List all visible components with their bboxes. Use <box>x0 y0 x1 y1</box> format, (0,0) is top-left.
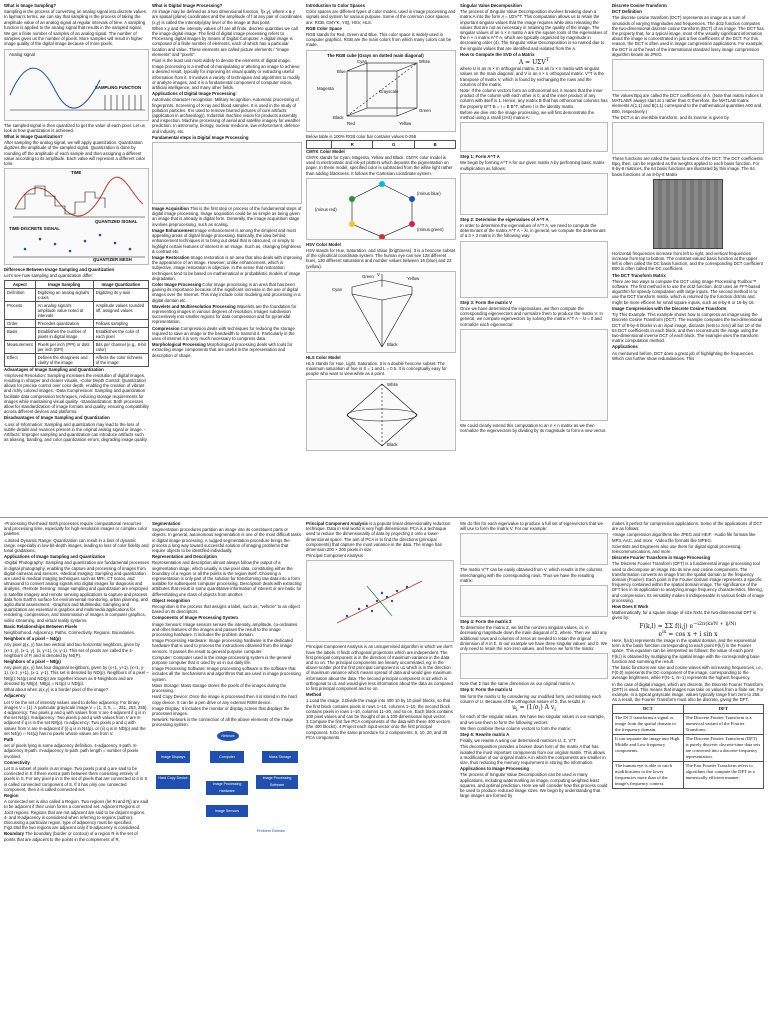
table-header-cell: DFT <box>683 704 763 713</box>
cube-label-white: White <box>419 58 430 64</box>
r2c4-p1: makes it perfect for compression applications. Some of the applications of DCT are as follows: <box>612 521 763 532</box>
step-item <box>152 282 302 303</box>
table-header-cell: G <box>373 140 415 148</box>
col-pixel-relationships <box>4 521 149 1021</box>
cube-label-grayscale: Grayscale <box>379 88 399 94</box>
rgb-cube-figure <box>306 50 456 132</box>
table-cell: Digitizing its y-axis <box>93 288 148 301</box>
pca-step5c: We then combine these column vectors to form the matrix: <box>460 725 571 731</box>
svd-matrix-figure <box>460 122 608 152</box>
dct-matrix-title: The DCT Transform Matrix <box>612 272 666 278</box>
pca-app-text: The process of Singular Value Decomposition can be used in many applications, including watermarking an image, computing weighted least squares, and optimal prediction. Here we will consider how this process could be used to produce reduced image sizes. We begin by understanding that large images are formed by <box>460 772 608 799</box>
hls-cone-figure <box>306 379 456 451</box>
dct-p4: These functions are called the basis functions of the DCT. The DCT coefficients Bpq, then, can be regarded as the weights applied to each basis function. For 8-by-8 matrices, the 64 basis functions are illustrated by this image. The 64 basis functions of an 8-by-8 Matrix <box>612 156 763 177</box>
n8-title: Neighbors of a pixel – N8(p) <box>4 659 61 665</box>
rgb-cube-title: The RGB cube (Grays on dotted main diagonal) <box>327 52 424 58</box>
component-item: Image Processing Software: Image processing software is the software that includes all the mechanisms and algorithms that are used in image processing system. <box>152 666 301 682</box>
r2c4-p2: Scientists and Engineers also use them for digital signal processing, telecommunications, and more. <box>612 543 742 555</box>
table-row <box>613 734 764 761</box>
dft-p5: In the case of digital images, which are discrete, the Discrete Fourier Transform (DFT) is used. This means that images now take on values from a finite set. For example, in a typical grayscale image, values typically range from zero to 255. As a result, the Fourier Transform must also be discrete, giving the DFT. <box>612 681 764 703</box>
svd-step4-text: We could clearly extend this computation to an n × n matrix as we then normalize the eigenvectors by dividing by its magnitude to form a new vector. <box>460 422 607 433</box>
table-cell: The DCT transforms a signal or image from the spatial domain to the frequency domain. <box>613 713 684 734</box>
rgb-text: RGB stands for Red, Green and Blue. This color space is widely used in computer graphics. RGB are the main colors from which many colors can be made. <box>306 32 452 48</box>
table-cell: Pixels per inch (PPI) or dots per inch (DPI) <box>35 340 93 353</box>
step-text: Image restoration is an area that also deals with improving the appearance of an image. However, unlike enhancement, which is subjective, image restoration is objective, in the sense that restoration techniques tend to be based on mathematical or probabilistic models of image degradation. <box>152 254 302 281</box>
dct-dft-table <box>612 704 764 789</box>
pca-p5: Principal Component Analysis is an unsupervised algorithm in which we don't have the labels. It finds orthogonal projections which are independent. The first principal component is in the direction of maximum variance in the data and so on. The principal components are linearly uncorrelated, eg: in the above scatter plot the first principal component is u1 which is in the direction of maximum variance which means spread of data and would give maximum information about the data. The second principal component is u2 which is orthogonal to u1 and would give less information about the data as compared to first principal component and so on. <box>306 644 453 692</box>
border-question: What about when p(x,y) is a border pixel of the image? <box>4 687 109 693</box>
table-header-cell: Image Quantization <box>93 280 148 288</box>
object-recognition-title: Object recognition <box>152 597 190 603</box>
pca-ui-formula: $u_i = (1/\sigma_i)$ A $v_i$ <box>512 704 556 714</box>
dft-formula: F(k,l) = ΣΣ f(i,j) $e^{-i2\pi(ki/N + lj/N)}$ <box>639 620 737 630</box>
connectivity-text: Let S a subset of pixels in an image. Two pixels p and q are said to be connected in S if there exist a path between them consisting entirely of pixels in S. For any pixel p in S the set of pixels that are connected to it in S is called connected component of S. If it has only one connected component, then it is called connected set. <box>4 765 148 792</box>
svd-note: Note: If the column vectors form an orthonormal set, it means that the inner product of the column with each other is 0, and the inner product of any column with itself is 1. Hence, any matrix B that has orthonormal columns has the property B^T B = I = B B^T, where I is the identity matrix. <box>460 88 608 109</box>
pca-method-title: Method <box>306 692 322 698</box>
pca-title: Principal Component Analysis <box>306 521 368 526</box>
svd-step1-text: We begin by forming A^T A for our given matrix A by performing basic matrix multiplication as follows: <box>460 160 605 171</box>
table-row <box>613 713 764 734</box>
advantages-title: Advantages of Image Sampling and Quantization <box>4 366 104 372</box>
cube-label-yellow: Yellow <box>399 120 412 126</box>
segmentation-text: Segmentation procedures partition an image into its constituent parts or objects. In general, autonomous segmentation is one of the most difficult tasks in digital image processing. A rugged segmentation procedure brings the process a long way toward successful solution of imaging problems that require objects to be identified individually. <box>152 527 301 554</box>
pca-p1: is a popular linear dimensionality reduction technique. Data in real world is very high dimensional. PCA is a technique used to reduce the dimensionality of data by projecting it onto a lower-dimensional space. The aim of PCA is to find the directions (principal components) that capture the most variance in the data. The image has dimension 200 × 200 pixels in size. <box>306 521 451 553</box>
step-heading: Wavelets and Multiresolution Processing <box>152 303 236 309</box>
cmyk-text: CMYK stands for Cyan, Magenta, Yellow and Black. CMYK color model is used in electrostatic and ink-jet plotters which deposits the pigmentation on paper. In these model, specified color is subtracted from the white light rather than adding blackness. It follows the Cartesian coordinate system. <box>306 155 453 176</box>
pca-p6: This decomposition provides a broken down form of the matrix A that has isolated the most important components from our original matrix. This allows a modification of our original matrix A in which the components are smaller in size, thus reducing the memory requirement in storing the information. <box>460 744 606 766</box>
svd-example: Before we dive into the image processing, we will first demonstrate the method using a small (3×3) matrix A: <box>460 109 594 121</box>
wheel-label: (minus red) <box>315 206 337 212</box>
sampling-p2: We get a finite number of samples of an analog signal. The number of samples gives us the number of pixels. More samples will result in higher image quality of the digital image because of more pixels. <box>4 31 143 47</box>
sampling-figure <box>4 49 149 121</box>
n4-title: Neighbors of a pixel – N4(p) <box>4 636 61 642</box>
cube-label-red: Red <box>347 120 355 126</box>
diagram-storage <box>262 751 298 763</box>
segmentation-title: Segmentation <box>152 521 181 526</box>
hsv-text: HSV stands for Hue, Saturation, and Value (brightness). It is a hexcone subset of the cylindrical coordinate system. The human eye can see 128 different hues, 130 different saturations and number values between 16 (blue) and 23 (yellow). <box>306 248 456 269</box>
dct-applications-title: Applications <box>612 344 638 350</box>
table-row <box>613 761 764 788</box>
table-header-row <box>613 704 764 713</box>
difference-intro: Let's see how sampling and quantization differ: <box>4 273 94 279</box>
pca-step6-text: Finally, we rewrite A using our determined matrices U, Σ, V^T. <box>460 738 577 744</box>
hsv-label: Cyan <box>332 286 343 292</box>
component-item: Network: Network is the connection of all the above elements of the image processing system. <box>152 717 294 728</box>
table-header-row <box>307 140 456 148</box>
table-row <box>5 327 149 340</box>
hls-title: HLS Color Model <box>306 354 341 360</box>
table-header-row <box>5 280 149 288</box>
boundary-title: Boundary <box>4 831 25 837</box>
disadvantages-text: -Loss of Information: Sampling and quantization may lead to the loss of subtle details and nuances present in the original analog signal or image. -Artifacts: Improper sampling and quantization can introduce artifacts such as aliasing, banding, and color quantization errors, degrading image quality. <box>4 421 148 443</box>
cube-label-black: Black <box>333 114 344 120</box>
col-svd <box>460 3 608 515</box>
representation-text: Representation and description almost always follow the output of a segmentation stage, which usually is raw pixel data, constituting either the boundary of a region or all the points in the region itself. Choosing a representation is only part of the solution for transforming raw data into a form suitable for subsequent computer processing. Description deals with extracting attributes that result in some quantitative information of interest or are basic for differentiating one class of objects from another. <box>152 560 302 597</box>
step-text: This is the first step or process of the fundamental steps of digital image processing. Image acquisition could be as simple as being given an image that is already in digital form. Generally, the image acquisition stage involves preprocessing, such as scaling. <box>152 206 302 227</box>
diagram-hardware <box>206 781 248 795</box>
diagram-label: Mass Storage <box>268 754 292 759</box>
region-text: A connected set is also called a Region. Two regions (let Ri and Rj) are said to be adjacent if their union forms a connected set. Adjacent Regions or Joint regions. Regions that are not adjacent are said to be disjoint regions. 4- and 8-adjacency is considered when referring to regions (author). Discussing a particular region, type of adjacency must be specified. Fig2.25d the two regions are adjacent only if 8-adjacency is considered. <box>4 799 149 831</box>
table-row <box>5 340 149 353</box>
diagram-network <box>217 731 239 741</box>
component-item: Computer: Computer used in the image processing system is the general purpose computer that is used by us in our daily life. <box>152 654 292 666</box>
r2c1-app-title: Applications of Image Sampling and Quantization <box>4 554 106 560</box>
hsv-cone-figure <box>306 271 456 353</box>
difference-table <box>4 280 149 367</box>
r2c4-list: -Image compression algorithms like JPEG and HEIF. -Audio file formats like MP3, AAC, and more. -Video file formats like MPEG. <box>612 532 756 543</box>
component-item: Mass Storage: Mass storage stores the pixels of the images during the processing. <box>152 682 287 694</box>
step-heading: Image Restoration <box>152 254 190 260</box>
step-heading: Color Image Processing <box>152 281 202 287</box>
cube-label-magenta: Magenta <box>317 85 334 91</box>
pca-step6-title: Step 6: Rewrite matrix A <box>460 732 510 738</box>
step-item <box>152 326 302 342</box>
dip-applications-list: Automatic character recognition. Military recognition. Automatic processing of fingerprints. Screening of X-ray and blood samples. It is used in the study of pollution particles. It is used to remove blurred pictures of cure artifacts (application in archaeology). Industrial machine vision for products assembly and inspection. Machine processing of aerial and satellite imagery for weather prediction. In astronomy, biology, nuclear medicine, law enforcement, defence and industry, etc. <box>152 97 301 134</box>
pca-intro <box>306 521 454 552</box>
r2c1-p2: -Limited Dynamic Range: Quantization can result in a loss of dynamic range, especially in low-bit-depth images, leading to loss of color fidelity and tonal gradations. <box>4 537 149 554</box>
diagram-label: Image Processing Software <box>262 775 292 787</box>
table-row <box>5 319 149 327</box>
table-row <box>5 288 149 301</box>
table-row <box>5 301 149 319</box>
path-text: set of pixels lying in some adjacency definition. 4-adjacency 4-path. 8-adjacency 8-path. m-adjacency m-path. path length = number of pixels involved. <box>4 743 139 759</box>
svd-step2-title: Step 2: Determine the eigenvalues of A^T A <box>460 216 549 222</box>
step-item <box>152 304 302 325</box>
pca-sigma-matrix <box>460 653 608 679</box>
table-header-cell: Image Sampling <box>35 280 93 288</box>
dip-steps-figure <box>152 142 302 204</box>
time-label: TIME <box>71 170 82 176</box>
component-item: Image Processing Hardware: Image processing hardware is the dedicated hardware that is used to process the instructions obtained from the image sensors. It passes the result to general purpose computer. <box>152 638 293 654</box>
hsv-label: Black <box>387 341 398 347</box>
component-item: Image Display: It includes the monitor or display screen that displays the processed images. <box>152 705 290 716</box>
diagram-label: Hard Copy Device <box>158 775 188 780</box>
table-cell: The Fast Fourier Transform refers to algorithms that compute the DFT in a numerically efficient manner. <box>683 761 763 788</box>
difference-title: Difference Between Image Sampling and Quantization <box>4 267 115 273</box>
dct-matrix-text: There are two ways to compute the DCT using Image Processing Toolbox™ software. The first method is to use the dct2 function. dct2 uses an FFT-based algorithm for speedy computation with large inputs. The second method is to use the DCT transform matrix, which is returned by the function dctmtx and might be more efficient for small square inputs, such as 8-by-8 or 16-by-16. <box>612 278 761 305</box>
table-cell: Defines the sharpness and clarity of the image <box>35 353 93 366</box>
pca-step5b: for each of the singular values. We have two singular values in our example, and we use them to form the following vectors: <box>460 714 605 725</box>
table-cell: Affects the color richness of the image <box>93 353 148 366</box>
quantization-figure <box>4 168 149 265</box>
diagram-software <box>256 775 298 789</box>
dft-how-title: How Does It Work <box>612 604 649 610</box>
hsv-label: Green <box>362 273 374 279</box>
cmyk-title: CMYK Color Model <box>306 148 345 154</box>
svd-how-title: How to Compute the SVD of a Matrix <box>460 51 535 57</box>
pca-step5-title: Step 5: Form the matrix U <box>460 687 513 693</box>
pca-p2: Principal Component Analysis <box>306 553 363 559</box>
col-pca <box>306 521 608 1021</box>
step-text: Image enhancement is among the simplest and most appealing areas of digital image processing. Basically, the idea behind enhancement techniques is to bring out detail that is obscured, or simply to highlight certain features of interest in an image. Such as, changing brightness & contrast etc. <box>152 227 302 254</box>
dip-p4: Image processing is a method of manipulating or altering an image to achieve a desired result, typically for improving its visual quality or extracting useful information from it. It involves a variety of techniques and algorithms to modify or analyze images, and it is a fundamental component of computer vision, artificial intelligence, and many other fields. <box>152 64 301 91</box>
hsv-label: V <box>377 271 380 277</box>
table-cell: Measurement <box>5 340 36 353</box>
dct-compression-title: Image Compression with the Discrete Cosine Transform <box>612 305 727 311</box>
cube-label-blue: Blue <box>337 68 346 74</box>
cube-label-cyan: Cyan <box>357 58 368 64</box>
table-cell: Process <box>5 301 36 319</box>
color-wheel-figure <box>306 178 456 240</box>
svd-step3-title: Step 3: Form the matrix V <box>460 299 513 305</box>
pca-step5-text: We form the matrix U by considering our modified form, and isolating each column of U. Because of the orthogonal nature of Σ, this results in <box>460 693 602 704</box>
diagram-problem <box>248 825 294 837</box>
diagram-sensors <box>206 805 248 817</box>
diagram-label: Network <box>221 733 235 738</box>
sampling-p3: The sampled signal is then quantized to get the value of each pixel. Let us look at how quantization is achieved. <box>4 122 145 133</box>
dct-formula-figure <box>612 59 764 91</box>
svd-step1-matrix <box>460 173 608 215</box>
table-header-cell: DCT <box>613 704 684 713</box>
diagram-label: Problem Domain <box>256 828 286 833</box>
dft-how-text: Mathematically, for a square image of size NxN, the two-dimensional DFT is given by: <box>612 610 757 621</box>
euler-formula: $e^{ix} = \cos x + i$ sin x <box>658 628 718 638</box>
dft-p3: Here, f(a,b) represents the image in the spatial domain, and the exponential term is the basis function corresponding to each point F(k,l) in the Fourier space. This equation can be interpreted as follows: the value of each point F(k,l) is obtained by multiplying the spatial image with the corresponding base function and summing the result. <box>612 638 760 664</box>
col-dip <box>152 3 302 515</box>
wheel-label: (minus blue) <box>417 190 441 196</box>
step-text: Color image processing is an area that has been gaining its importance because of the significant increase in the use of digital images over the Internet. This may include color modeling and processing in a digital domain etc. <box>152 281 301 303</box>
svd-step3-text: Once we have determined the eigenvalues, we then compute the corresponding eigenvectors and normalize them to produce the matrix V. In general, we compute eigenvectors by solving the matrix A^T A − λI = 0 and normalize each eigenvector. <box>460 305 603 327</box>
diagram-hardcopy <box>156 775 190 789</box>
connectivity-title: Connectivity <box>4 759 30 765</box>
quantized-signal-label: QUANTIZED SIGNAL <box>95 219 138 225</box>
table-cell: Basis <box>5 327 36 340</box>
component-item: Image Sensors: Image sensors senses the intensity, amplitude, co-ordinates and other features of the images and passes the result to the image processing hardware. It includes the problem domain. <box>152 621 298 638</box>
col-dft <box>612 521 764 1021</box>
dip-p1: An image may be defined as a two dimensional function, f(x,y), where x & y are spatial (plane) coordinates and the amplitude of f at any pair of coordinates (x,y) is called the intensity/gray level of the image at that point. <box>152 9 302 25</box>
n8-text: Any pixel p(x, y) has four diagonal neighbors, given by (x+1, y+1), (x+1, y-1), (x-1, y+1), (x-1, y-1). This set is denoted by ND(p). Neighbors of a pixel – N8(p): N4(p) and ND(p) are together known as 8-Neighbors and are denoted by N8(p). N8(p) = N4(p) ∪ ND(p). <box>4 665 149 686</box>
quantizer-mesh-label: QUANTIZER MESH <box>93 257 132 263</box>
adjacency-title: Adjacency <box>4 693 26 699</box>
svd-p1: The process of Singular Value Decomposition involves breaking down a matrix A into the form A = UΣV^T. This computation allows us to retain the important singular values that the image requires while also releasing the values that are not as necessary in retaining the quality of the image. The singular values of an n × n matrix A are the square roots of the eigenvalues of the n × n matrix A^T A, which are typically organized by magnitude in decreasing order (4). The Singular Value Decomposition is so named due to the singular values that are identified and isolated from the A. <box>460 9 608 51</box>
step-heading: Image Acquisition <box>152 206 189 212</box>
dip-p3: Pixel is the least unit most widely to denote the elements of digital image. <box>152 58 292 64</box>
col-color-spaces <box>306 3 456 515</box>
svd-title: Singular Value Decomposition <box>460 3 522 8</box>
table-cell: Bits per channel (e.g., 8-bit color) <box>93 340 148 353</box>
step-item <box>152 206 302 227</box>
cube-label-green: Green <box>419 107 431 113</box>
step-heading: Morphological Processing <box>152 342 206 348</box>
pca-step4-title: Step 4: Form the matrix Σ <box>460 619 512 625</box>
r2c1-app-text: -Digital Photography: Sampling and quantization are fundamental processes in digital photography, enabling the capture and processing of images from digital cameras and sensors. -Medical Imaging: Sampling and quantization are used in medical imaging techniques such as MRI, CT scans, and ultrasound to convert analog signals into digital images for diagnosis and analysis. -Remote Sensing: Image sampling and quantization are employed in satellite imagery and remote sensing applications to capture and process data from Earth's surface for environmental monitoring, urban planning, and agricultural assessment. -Graphics and Multimedia: Sampling and quantization are essential in graphics and multimedia applications for rendering, compression, and transmission of images in computer graphics, video streaming, and virtual reality systems. <box>4 560 149 623</box>
dft-text: The Discrete Fourier Transform (DFT) is a fundamental image processing tool used to decompose an image into its sine and cosine components. The transformation converts an image from the spatial domain to the frequency domain (Fourier). Each point in the Fourier domain image represents a specific frequency contained within the spatial domain image. The significance of the DFT lies in its application to analyzing image frequency characteristics, filtering, and compression. Its versatility makes it indispensable in various fields of image processing. <box>612 561 764 603</box>
pca-method-text: 1.Load the image. 2.Divide the image into 400 10 by 10 pixel blocks, so that the first block contains pixels in rows 1–10, columns 1–10, the second block contains pixels in rows 1–10, columns 11–20, and so on. Each block contains 100 pixel values and can be thought of as a 100-dimensional input vector. 3.Compute the first five PCA components of the data with these 400 vectors (the 400 blocks). 4.Project each input vector onto the first principal component. 5.Do the same procedure for 2 components, 5, 10, 20, and 30 PCA components. <box>306 698 453 740</box>
hsv-title: HSV Color Model <box>306 241 341 247</box>
pca-scatter-diagram <box>307 561 455 641</box>
dct-inverse-figure <box>612 122 764 154</box>
step-heading: Image Enhancement <box>152 227 194 233</box>
row-divider <box>0 517 768 518</box>
dct-subtitle: DCT Definition <box>612 9 642 15</box>
sampling-function-label: SAMPLING FUNCTION <box>95 84 142 90</box>
table-cell: The Discrete Fourier Transform is a numerical variant of the Fourier Transform. <box>683 713 763 734</box>
disadvantages-title: Disadvantages of Image Sampling and Quantization <box>4 415 110 421</box>
adjacency-text: Let V be the set of intensity values used to define adjacency. For binary images V = {1}. A particular grayscale image V = {1, 3, 5, ..., 251, 253, 255}. 4-adjacency: Two pixels p and q with values from V are 4-adjacent if q is in the set N4(p). 8-adjacency: Two pixels p and q with values from V are 8-adjacent if q is in the set N8(p). m-adjacency: Two pixels p and q with values from V are m-adjacent if (i) q is in N4(p), or (ii) q is in ND(p) and the set N4(p) ∩ N4(q) has no pixels whose values are from V. <box>4 699 148 736</box>
col-components <box>152 521 302 1021</box>
svd-how-text: where U is an m × m orthogonal matrix, Σ is an m × n matrix with singular values on the main diagonal, and V is an n × n orthogonal matrix. V^T is the transpose of matrix V, which is found by exchanging the rows and the columns of the matrix. <box>460 66 604 87</box>
table-cell: It can separate the image into High, Middle and Low frequency components. <box>613 734 684 761</box>
table-cell: Follows sampling <box>93 319 148 327</box>
svd-step2-matrix <box>460 241 608 298</box>
table-cell: Establishes the color of each pixel <box>93 327 148 340</box>
dct-p1: The discrete cosine transform (DCT) represents an image as a sum of sinusoids of varying magnitudes and frequencies. The dct2 function computes the two-dimensional discrete cosine transform (DCT) of an image. The DCT has the property that, for a typical image, most of the visually significant information about the image is concentrated in just a few coefficients of the DCT. For this reason, the DCT is often used in image compression applications. For example, the DCT is at the heart of the international standard lossy image compression algorithm known as JPEG. <box>612 15 764 57</box>
table-cell: Effect <box>5 353 36 366</box>
rgb-table-caption: Below table is 100% RGB color bar contains values 0-255 <box>306 133 417 139</box>
table-header-cell: Aspect <box>5 280 36 288</box>
object-recognition-text: Recognition is the process that assigns a label, such as, "vehicle" to an object based on its descriptors. <box>152 604 300 615</box>
dip-title: What is Digital Image Processing? <box>152 3 223 8</box>
dct-p5: Horizontal frequencies increase from left to right, and vertical frequencies increase from top to bottom. The constant-valued basis function at the upper left is often called the DC basis function, and the corresponding DCT coefficient B00 is often called the DC coefficient. <box>612 250 763 272</box>
diagram-label: Image Sensors <box>214 808 240 813</box>
table-cell: Definition <box>5 288 36 301</box>
quantization-diagram <box>5 169 149 264</box>
dct-applications-text: As mentioned before, DCT does a great job of highlighting the frequencies. Which can further show redundancies. This <box>612 350 755 361</box>
table-cell: Amplitude values rounded off, assigned values <box>93 301 148 319</box>
colorspace-p1: Color spaces are different types of color modes, used in image processing and signals and system for various purpose. Some of the common color spaces are: RGB, CMY'K, YIQ, HSV, HLS. <box>306 9 456 25</box>
n4-text: Any pixel p(x, y) has two vertical and two horizontal neighbors, given by (x+1, y), (x-1, y), (x, y+1), (x, y-1). This set of pixels are called the 4-neighbors of P, and is denoted by N4(P). <box>4 642 140 658</box>
hsv-cone-diagram <box>307 272 456 352</box>
hls-text: HLS stands for Hue, Light, Saturation. It is a double hexcone subset. The maximum saturation of hue is S = 1 and L = 0.5. It is conceptually easy for people who want to view white as a point. <box>306 361 447 377</box>
diagram-label: Image Processing Hardware <box>212 781 242 793</box>
colorspace-title: Introduction to Color Spaces <box>306 3 365 8</box>
step-text: Compression deals with techniques for reducing the storage required to save an image or the bandwidth to transmit it. Particularly in the uses of internet it is very much necessary to compress data. <box>152 325 295 341</box>
advantages-text: -Improved Resolution: Sampling increases the resolution of digital images, resulting in sharper and clearer visuals. -Color Depth Control: Quantization allows for precise control over color depth, enabling the creation of vibrant and richly colored images. -Data Compression: Sampling and quantization facilitate data compression techniques, reducing storage requirements for images while maintaining visual quality. -Standardization: Both processes allow for standardization of image formats and quality, ensuring compatibility across different devices and platforms. <box>4 372 149 415</box>
table-cell: Precedes quantization <box>35 319 93 327</box>
step-item <box>152 342 302 358</box>
sampling-intro: Sampling is the process of converting an analog signal into discrete values. In layman's terms, we can say that sampling is the process of taking the amplitude value of an analog signal at regular intervals of time. A sampling function is applied to the analog signal that results in the sampled signal. <box>4 9 148 30</box>
table-cell: Digitizing an analog signal's x-axis <box>35 288 93 301</box>
hls-label: Black <box>387 441 398 447</box>
time-discrete-label: TIME-DISCRETE SIGNAL <box>9 226 60 232</box>
table-cell: Order <box>5 319 36 327</box>
table-cell: An analog signal's amplitude value noted at intervals <box>35 301 93 319</box>
representation-title: Representation and Description <box>152 554 217 560</box>
relationships-list: Neighborhood. Adjacency. Paths. Connectivity. Regions. Boundaries. <box>4 630 135 636</box>
pca-right <box>460 521 608 799</box>
pca-scatter-figure <box>306 560 454 642</box>
dip-steps-title: Fundamental steps in Digital Image Processing <box>152 134 249 140</box>
region-title: Region <box>4 792 19 798</box>
dip-p2: When x,y and the intensity values of f are all finite, discrete quantities we call the image digital image. The field of digital image processing refers to Processing digital images by means of Digital Computer. A digital image is composed of a finite number of elements, each of which has a particular location and value. These elements are called picture elements / "image elements" and "pixels". <box>152 25 298 57</box>
dip-applications-title: Applications of Digital Image Processing: <box>152 91 237 97</box>
pca-step4-text: To determine the matrix Σ, we list the nonzero singular values, σi, in decreasing magnitude down the main diagonal of Σ, where. Then we add any additional rows and columns of zeros as needed to retain the original dimension of A in Σ. In our example we have three singular values: and 0. We only need to retain the non-zero values, and hence we form the matrix: <box>460 625 608 652</box>
boundary-text: The boundary (border or contour) of a region R is the set of points that are adjacent to the points in the complement of R. <box>4 831 138 842</box>
component-item: Hard Copy Device: Once the image is processed then it is stored in the hard copy device. It can be a pen drive or any external ROM device. <box>152 694 297 705</box>
wheel-label: (minus green) <box>417 226 444 232</box>
analog-signal-label: Analog signal <box>9 51 35 57</box>
quantization-title: What is Image Quantization? <box>4 134 63 140</box>
hls-cone-diagram <box>307 380 456 450</box>
table-header-cell <box>307 140 332 148</box>
table-cell: Establishes the number of pixels in digital image <box>35 327 93 340</box>
step-item <box>152 255 302 281</box>
svd-step2-text: In order to determine the eigenvalues of A^T A, we need to compute the determinant of the matrix A^T A − λI, in general, we compute the determinant of a 3 × 3 matrix in the following way: <box>460 223 606 239</box>
table-header-cell: R <box>332 140 373 148</box>
boundary-item <box>4 831 149 841</box>
pca-p4: The matrix V^T can be easily obtained from V, which results in the columns interchanging with the corresponding rows. Thus we have the resulting matrix: <box>460 567 603 583</box>
col-sampling <box>4 3 149 515</box>
dct-basis-figure <box>653 179 723 249</box>
pca-app-title: Applications to Image Processing <box>460 766 530 772</box>
relationships-title: Basic Relationships Between Pixels <box>4 623 78 629</box>
step-item <box>152 228 302 254</box>
dct-compression-text: Try This Example. This example shows how to compress an image using the Discrete Cosine Transform (DCT). The example computes the two-dimensional DCT of 8-by-8 blocks in an input image, discards (sets to zero) all but 10 of the 64 DCT coefficients in each block, and then reconstructs the image using the two-dimensional inverse DCT of each block. The example uses the transform matrix computation method. <box>612 312 763 344</box>
components-diagram <box>152 731 302 841</box>
diagram-label: Image Displays <box>160 754 186 759</box>
svd-formula: $A = U\Sigma V^T$ <box>518 57 550 67</box>
quantization-text: After sampling the analog signal, we will apply quantization. Quantization digitizes the amplitude of the sampled signal. Quantization is done by rounding off the amplitude of each sample and then assigning a different value according to its amplitude. Each value will represent a different color tone. <box>4 140 146 167</box>
pca-step4-note: Note that Σ has the same dimension as our original matrix A. <box>460 681 576 687</box>
diagram-label: Computer <box>219 754 235 759</box>
dct-title: Discrete Cosine Transform <box>612 3 667 8</box>
dct-p2: The values Bpq are called the DCT coefficients of A. (Note that matrix indices in MATLAB® always start at 1 rather than 0; therefore, the MATLAB matrix elements A(1,1) and B(1,1) correspond to the mathematical quantities A00 and B00, respectively.) <box>612 93 764 114</box>
dft-p4: The basic functions are sine and cosine waves with increasing frequencies, i.e., F(0,0) represents the DC-component of the image, corresponding to the average brightness, while F(N−1, N−1) represents the highest frequency. <box>612 665 764 681</box>
rgb-title: RGB Color Space <box>306 25 342 31</box>
table-cell: The human eye is able to catch modifications to the lower frequencies more than of the image's frequency context. <box>613 761 684 788</box>
table-cell: The Discrete Fourier Transform (DFT) is purely discrete: discrete-time data sets are converted into a discrete-frequency representation. <box>683 734 763 761</box>
components-title: Components of Image Processing System <box>152 615 238 621</box>
svd-step3-matrix <box>460 329 608 421</box>
hls-label: White <box>387 381 398 387</box>
pca-vt-matrix <box>460 585 608 617</box>
diagram-computer <box>210 751 244 763</box>
dft-title: Discrete Fourier Transform in Image Processing <box>612 555 711 561</box>
step-text: Morphological processing deals with tools for extracting image components that are useful in the representation and description of shape. <box>152 342 293 358</box>
diagram-displays <box>156 751 190 763</box>
step-heading: Compression <box>152 325 180 331</box>
col-dct <box>612 3 764 515</box>
sampling-title: What is Image Sampling? <box>4 3 57 8</box>
pca-left <box>306 521 454 741</box>
path-title: Path <box>4 736 14 742</box>
step-text: Wavelets are the foundation for representing images in various degrees of resolution. Images subdivision successively into smaller regions for data compression and for pyramidal representation. <box>152 303 297 325</box>
hsv-label: Yellow <box>407 275 420 281</box>
r2c1-p1: -Processing Overhead: Both processes require computational resources and processing time, especially for high-resolution images or complex color palettes. <box>4 521 148 537</box>
table-row <box>5 353 149 366</box>
table-header-cell: B <box>415 140 456 148</box>
dct-p3: The DCT is an invertible transform, and its inverse is given by <box>612 114 729 120</box>
pca-p3: We do this for each eigenvalue to produce a full set of eigenvectors that we will use to form the matrix V. For our example: <box>460 521 603 532</box>
rgb-table <box>306 140 456 149</box>
pca-v-matrix <box>460 533 608 565</box>
svd-step1-title: Step 1: Form A^T A <box>460 154 500 160</box>
